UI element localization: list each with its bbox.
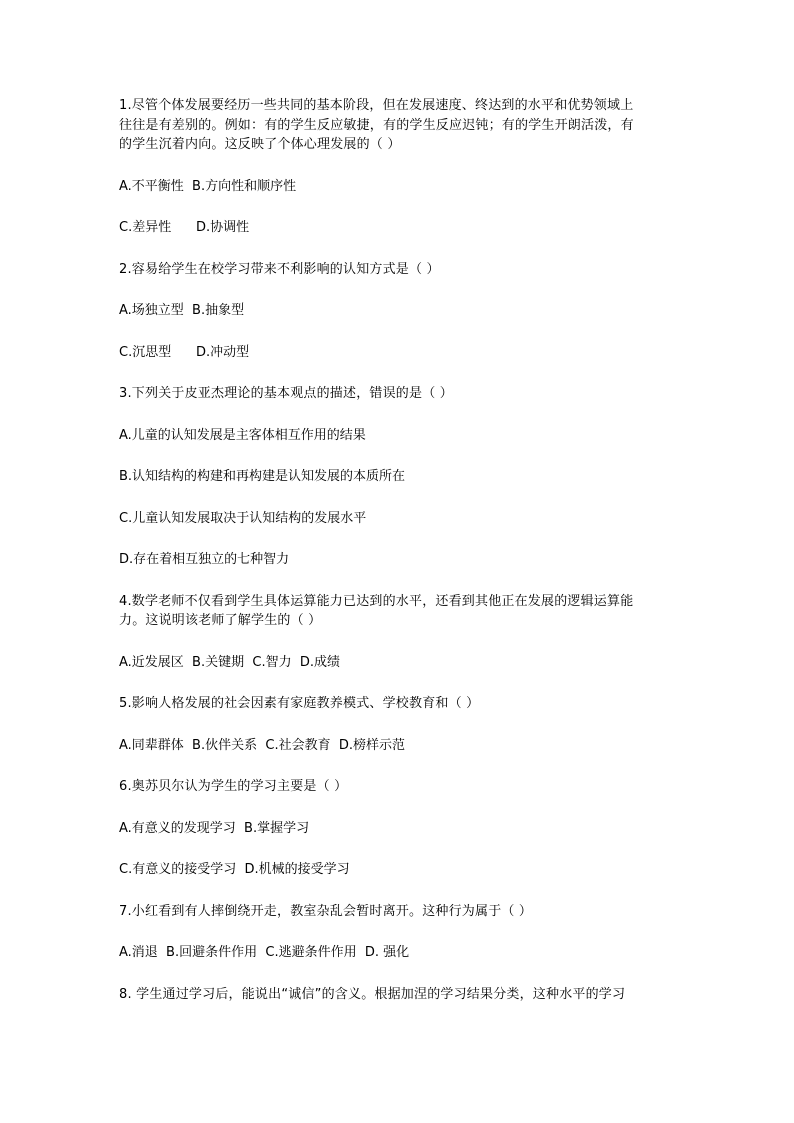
- question-stem-line: 力。这说明该老师了解学生的（ ）: [119, 613, 322, 628]
- answer-options-line: D.存在着相互独立的七种智力: [119, 552, 290, 567]
- question-stem-line: 8. 学生通过学习后，能说出“诚信”的含义。根据加涅的学习结果分类，这种水平的学习: [119, 986, 626, 1002]
- question-stem: [119, 902, 679, 922]
- answer-options-line: A.场独立型 B.抽象型: [119, 303, 245, 318]
- answer-options-line: A.近发展区 B.关键期 C.智力 D.成绩: [119, 654, 340, 670]
- answer-options-line: B.认知结构的构建和再构建是认知发展的本质所在: [119, 469, 406, 484]
- question-stem-line: 1.尽管个体发展要经历一些共同的基本阶段，但在发展速度、终达到的水平和优势领域上: [119, 98, 634, 113]
- question-6: [119, 777, 679, 880]
- question-stem-line: 往往是有差别的。例如：有的学生反应敏捷，有的学生反应迟钝；有的学生开朗活泼，有: [119, 117, 634, 133]
- answer-options-line: A.儿童的认知发展是主客体相互作用的结果: [119, 427, 366, 443]
- question-stem: [119, 694, 679, 714]
- answer-options-line: C.沉思型 D.冲动型: [119, 344, 250, 360]
- question-3: [119, 384, 679, 570]
- question-stem: [119, 96, 679, 155]
- question-stem: [119, 384, 679, 404]
- question-8: [119, 985, 679, 1005]
- answer-options-line: C.有意义的接受学习 D.机械的接受学习: [119, 862, 350, 877]
- answer-options-line: A.有意义的发现学习 B.掌握学习: [119, 820, 310, 836]
- question-4: [119, 592, 679, 673]
- question-stem-line: 2.容易给学生在校学习带来不利影响的认知方式是（ ）: [119, 261, 440, 277]
- question-stem-line: 的学生沉着内向。这反映了个体心理发展的（ ）: [119, 137, 401, 152]
- question-stem: [119, 985, 679, 1005]
- answer-options-line: A.不平衡性 B.方向性和顺序性: [119, 178, 297, 194]
- question-stem-line: 3.下列关于皮亚杰理论的基本观点的描述，错误的是（ ）: [119, 386, 453, 401]
- question-7: [119, 902, 679, 963]
- question-stem-line: 5.影响人格发展的社会因素有家庭教养模式、学校教育和（ ）: [119, 696, 480, 711]
- question-2: [119, 260, 679, 363]
- question-stem: [119, 592, 679, 631]
- question-stem: [119, 260, 679, 280]
- question-1: [119, 96, 679, 238]
- answer-options-line: A.消退 B.回避条件作用 C.逃避条件作用 D. 强化: [119, 945, 410, 960]
- question-stem-line: 7.小红看到有人摔倒绕开走，教室杂乱会暂时离开。这种行为属于（ ）: [119, 903, 533, 919]
- question-stem-line: 4.数学老师不仅看到学生具体运算能力已达到的水平，还看到其他正在发展的逻辑运算能: [119, 593, 634, 609]
- question-stem-line: 6.奥苏贝尔认为学生的学习主要是（ ）: [119, 779, 348, 794]
- question-stem: [119, 777, 679, 797]
- question-5: [119, 694, 679, 755]
- answer-options-line: C.差异性 D.协调性: [119, 220, 250, 235]
- answer-options-line: A.同辈群体 B.伙伴关系 C.社会教育 D.榜样示范: [119, 737, 405, 753]
- question-list: [119, 96, 679, 1026]
- answer-options-line: C.儿童认知发展取决于认知结构的发展水平: [119, 510, 367, 526]
